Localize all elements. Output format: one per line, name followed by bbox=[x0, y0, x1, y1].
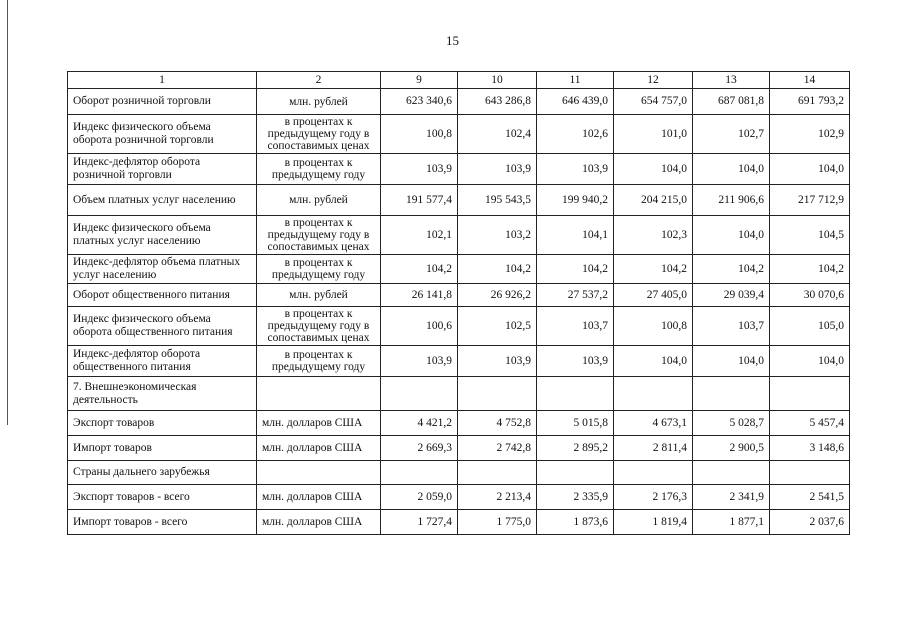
value-cell: 2 811,4 bbox=[614, 436, 693, 461]
unit-cell: в процентах к предыдущему году bbox=[257, 154, 381, 185]
value-cell: 100,6 bbox=[381, 307, 458, 346]
table-row bbox=[68, 411, 850, 436]
value-cell: 199 940,2 bbox=[537, 185, 614, 216]
value-cell bbox=[458, 377, 537, 411]
table-row bbox=[68, 436, 850, 461]
value-cell: 27 405,0 bbox=[614, 284, 693, 307]
indicator-name: Импорт товаров bbox=[68, 436, 257, 461]
value-cell bbox=[458, 461, 537, 485]
value-cell: 27 537,2 bbox=[537, 284, 614, 307]
value-cell: 104,2 bbox=[537, 255, 614, 284]
value-cell: 102,3 bbox=[614, 216, 693, 255]
value-cell: 30 070,6 bbox=[770, 284, 850, 307]
value-cell: 29 039,4 bbox=[693, 284, 770, 307]
table-row bbox=[68, 115, 850, 154]
table-row bbox=[68, 307, 850, 346]
value-cell: 191 577,4 bbox=[381, 185, 458, 216]
header-row bbox=[68, 72, 850, 89]
value-cell: 623 340,6 bbox=[381, 89, 458, 115]
value-cell: 102,1 bbox=[381, 216, 458, 255]
value-cell: 2 895,2 bbox=[537, 436, 614, 461]
value-cell bbox=[614, 461, 693, 485]
value-cell: 5 028,7 bbox=[693, 411, 770, 436]
value-cell: 26 926,2 bbox=[458, 284, 537, 307]
unit-cell: в процентах к предыдущему году в сопоставимых ценах bbox=[257, 115, 381, 154]
unit-cell: млн. долларов США bbox=[257, 411, 381, 436]
value-cell: 2 900,5 bbox=[693, 436, 770, 461]
value-cell: 4 421,2 bbox=[381, 411, 458, 436]
header-cell: 12 bbox=[614, 72, 693, 89]
value-cell bbox=[614, 377, 693, 411]
value-cell: 687 081,8 bbox=[693, 89, 770, 115]
margin-line bbox=[7, 0, 8, 425]
table-row bbox=[68, 461, 850, 485]
value-cell: 103,9 bbox=[458, 154, 537, 185]
indicator-name: 7. Внешнеэкономическая деятельность bbox=[68, 377, 257, 411]
unit-cell bbox=[257, 377, 381, 411]
value-cell: 100,8 bbox=[614, 307, 693, 346]
value-cell: 211 906,6 bbox=[693, 185, 770, 216]
value-cell: 102,4 bbox=[458, 115, 537, 154]
value-cell: 2 176,3 bbox=[614, 485, 693, 510]
unit-cell: млн. долларов США bbox=[257, 485, 381, 510]
value-cell: 102,7 bbox=[693, 115, 770, 154]
value-cell: 105,0 bbox=[770, 307, 850, 346]
indicator-name: Индекс-дефлятор оборота розничной торговли bbox=[68, 154, 257, 185]
value-cell: 4 752,8 bbox=[458, 411, 537, 436]
table-row bbox=[68, 284, 850, 307]
value-cell: 104,0 bbox=[770, 154, 850, 185]
table-row bbox=[68, 154, 850, 185]
header-cell: 13 bbox=[693, 72, 770, 89]
value-cell: 104,0 bbox=[693, 154, 770, 185]
indicator-name: Экспорт товаров - всего bbox=[68, 485, 257, 510]
value-cell: 104,2 bbox=[381, 255, 458, 284]
value-cell: 103,9 bbox=[537, 154, 614, 185]
value-cell: 104,0 bbox=[693, 216, 770, 255]
table-row bbox=[68, 510, 850, 535]
header-cell: 11 bbox=[537, 72, 614, 89]
value-cell: 102,6 bbox=[537, 115, 614, 154]
unit-cell: в процентах к предыдущему году в сопоставимых ценах bbox=[257, 307, 381, 346]
value-cell: 1 873,6 bbox=[537, 510, 614, 535]
indicator-name: Индекс физического объема оборота розничной торговли bbox=[68, 115, 257, 154]
value-cell: 2 669,3 bbox=[381, 436, 458, 461]
value-cell: 104,2 bbox=[458, 255, 537, 284]
header-cell: 14 bbox=[770, 72, 850, 89]
value-cell: 102,9 bbox=[770, 115, 850, 154]
unit-cell: в процентах к предыдущему году bbox=[257, 346, 381, 377]
value-cell: 2 341,9 bbox=[693, 485, 770, 510]
value-cell: 2 037,6 bbox=[770, 510, 850, 535]
value-cell bbox=[693, 377, 770, 411]
value-cell: 3 148,6 bbox=[770, 436, 850, 461]
value-cell: 104,2 bbox=[614, 255, 693, 284]
unit-cell: млн. долларов США bbox=[257, 436, 381, 461]
value-cell: 643 286,8 bbox=[458, 89, 537, 115]
value-cell: 104,2 bbox=[770, 255, 850, 284]
value-cell: 26 141,8 bbox=[381, 284, 458, 307]
value-cell: 195 543,5 bbox=[458, 185, 537, 216]
indicator-name: Индекс-дефлятор оборота общественного питания bbox=[68, 346, 257, 377]
value-cell: 104,5 bbox=[770, 216, 850, 255]
table-row bbox=[68, 185, 850, 216]
value-cell bbox=[693, 461, 770, 485]
unit-cell: в процентах к предыдущему году bbox=[257, 255, 381, 284]
value-cell bbox=[381, 377, 458, 411]
value-cell bbox=[770, 461, 850, 485]
value-cell: 1 877,1 bbox=[693, 510, 770, 535]
value-cell: 1 775,0 bbox=[458, 510, 537, 535]
table-row bbox=[68, 377, 850, 411]
table-row bbox=[68, 89, 850, 115]
indicator-name: Индекс физического объема платных услуг населению bbox=[68, 216, 257, 255]
value-cell: 691 793,2 bbox=[770, 89, 850, 115]
indicator-name: Импорт товаров - всего bbox=[68, 510, 257, 535]
value-cell: 2 541,5 bbox=[770, 485, 850, 510]
table-row bbox=[68, 485, 850, 510]
unit-cell: млн. рублей bbox=[257, 284, 381, 307]
unit-cell bbox=[257, 461, 381, 485]
value-cell bbox=[537, 461, 614, 485]
unit-cell: млн. долларов США bbox=[257, 510, 381, 535]
value-cell: 204 215,0 bbox=[614, 185, 693, 216]
value-cell: 2 059,0 bbox=[381, 485, 458, 510]
value-cell: 103,7 bbox=[693, 307, 770, 346]
value-cell bbox=[537, 377, 614, 411]
value-cell: 104,0 bbox=[614, 154, 693, 185]
table-row bbox=[68, 216, 850, 255]
page-number: 15 bbox=[446, 33, 459, 48]
value-cell: 103,7 bbox=[537, 307, 614, 346]
value-cell: 104,2 bbox=[693, 255, 770, 284]
value-cell: 217 712,9 bbox=[770, 185, 850, 216]
header-cell: 1 bbox=[68, 72, 257, 89]
unit-cell: в процентах к предыдущему году в сопоставимых ценах bbox=[257, 216, 381, 255]
indicator-name: Страны дальнего зарубежья bbox=[68, 461, 257, 485]
value-cell: 101,0 bbox=[614, 115, 693, 154]
indicator-name: Индекс физического объема оборота общественного питания bbox=[68, 307, 257, 346]
value-cell: 2 213,4 bbox=[458, 485, 537, 510]
table-row bbox=[68, 346, 850, 377]
value-cell: 654 757,0 bbox=[614, 89, 693, 115]
value-cell: 5 015,8 bbox=[537, 411, 614, 436]
value-cell: 103,9 bbox=[381, 346, 458, 377]
value-cell: 100,8 bbox=[381, 115, 458, 154]
value-cell: 104,0 bbox=[614, 346, 693, 377]
value-cell: 104,1 bbox=[537, 216, 614, 255]
value-cell: 1 727,4 bbox=[381, 510, 458, 535]
statistics-table bbox=[67, 71, 850, 535]
indicator-name: Индекс-дефлятор объема платных услуг населению bbox=[68, 255, 257, 284]
indicator-name: Объем платных услуг населению bbox=[68, 185, 257, 216]
value-cell: 4 673,1 bbox=[614, 411, 693, 436]
value-cell: 104,0 bbox=[770, 346, 850, 377]
value-cell: 104,0 bbox=[693, 346, 770, 377]
value-cell: 103,9 bbox=[381, 154, 458, 185]
indicator-name: Экспорт товаров bbox=[68, 411, 257, 436]
value-cell: 102,5 bbox=[458, 307, 537, 346]
header-cell: 2 bbox=[257, 72, 381, 89]
indicator-name: Оборот розничной торговли bbox=[68, 89, 257, 115]
table-row bbox=[68, 255, 850, 284]
value-cell: 103,9 bbox=[458, 346, 537, 377]
unit-cell: млн. рублей bbox=[257, 89, 381, 115]
value-cell bbox=[381, 461, 458, 485]
header-cell: 10 bbox=[458, 72, 537, 89]
value-cell: 5 457,4 bbox=[770, 411, 850, 436]
value-cell bbox=[770, 377, 850, 411]
value-cell: 2 742,8 bbox=[458, 436, 537, 461]
indicator-name: Оборот общественного питания bbox=[68, 284, 257, 307]
value-cell: 103,9 bbox=[537, 346, 614, 377]
value-cell: 1 819,4 bbox=[614, 510, 693, 535]
value-cell: 2 335,9 bbox=[537, 485, 614, 510]
header-cell: 9 bbox=[381, 72, 458, 89]
value-cell: 646 439,0 bbox=[537, 89, 614, 115]
value-cell: 103,2 bbox=[458, 216, 537, 255]
unit-cell: млн. рублей bbox=[257, 185, 381, 216]
